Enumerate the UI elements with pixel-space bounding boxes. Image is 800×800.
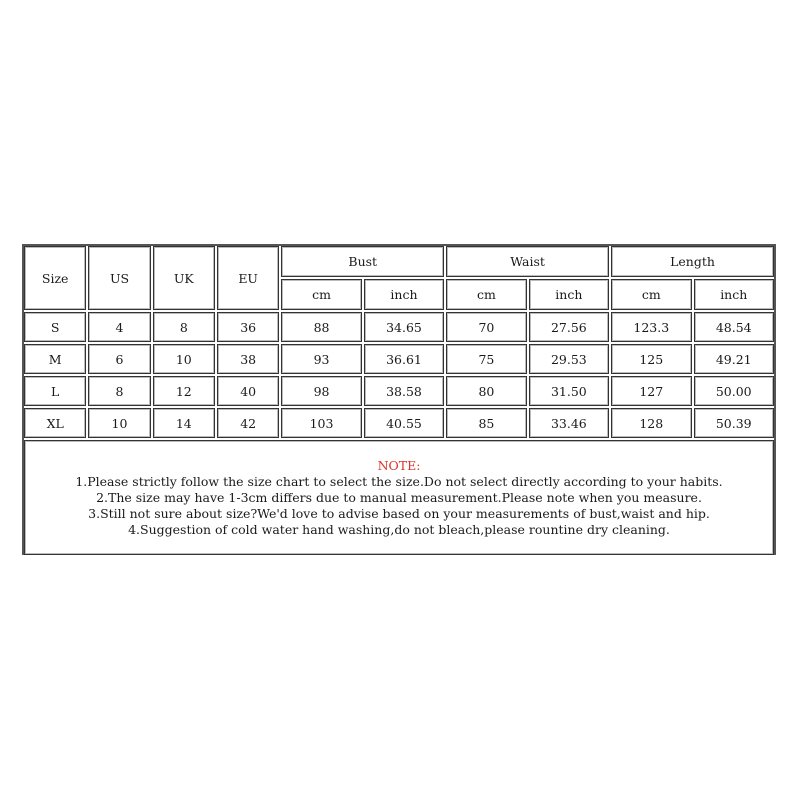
header-length: Length xyxy=(611,246,774,277)
cell-waist-inch: 31.50 xyxy=(529,376,609,406)
header-row-primary xyxy=(24,246,774,277)
cell-bust-cm: 103 xyxy=(281,408,361,438)
cell-uk: 8 xyxy=(153,312,215,342)
cell-eu: 40 xyxy=(217,376,279,406)
cell-bust-inch: 36.61 xyxy=(364,344,444,374)
cell-uk: 12 xyxy=(153,376,215,406)
cell-uk: 14 xyxy=(153,408,215,438)
cell-bust-inch: 38.58 xyxy=(364,376,444,406)
table-row xyxy=(24,408,774,438)
header-waist-cm: cm xyxy=(446,279,526,310)
cell-length-inch: 48.54 xyxy=(694,312,775,342)
cell-length-cm: 125 xyxy=(611,344,691,374)
note-line-1: 1.Please strictly follow the size chart to select the size.Do not select directly according to your habits. xyxy=(75,473,723,489)
size-chart-table xyxy=(22,244,776,557)
cell-waist-inch: 27.56 xyxy=(529,312,609,342)
cell-eu: 42 xyxy=(217,408,279,438)
cell-length-cm: 127 xyxy=(611,376,691,406)
header-eu: EU xyxy=(217,246,279,310)
cell-bust-inch: 34.65 xyxy=(364,312,444,342)
cell-length-cm: 128 xyxy=(611,408,691,438)
cell-length-inch: 50.39 xyxy=(694,408,775,438)
cell-bust-cm: 88 xyxy=(281,312,361,342)
header-waist: Waist xyxy=(446,246,609,277)
cell-waist-cm: 85 xyxy=(446,408,526,438)
header-us: US xyxy=(88,246,150,310)
cell-length-inch: 50.00 xyxy=(694,376,775,406)
cell-size: M xyxy=(24,344,86,374)
cell-us: 10 xyxy=(88,408,150,438)
note-row xyxy=(24,440,774,555)
note-line-2: 2.The size may have 1-3cm differs due to manual measurement.Please note when you measure. xyxy=(96,489,702,505)
header-uk: UK xyxy=(153,246,215,310)
note-box xyxy=(24,440,774,555)
cell-waist-cm: 80 xyxy=(446,376,526,406)
cell-length-inch: 49.21 xyxy=(694,344,775,374)
header-bust-inch: inch xyxy=(364,279,444,310)
cell-waist-inch: 33.46 xyxy=(529,408,609,438)
cell-bust-cm: 93 xyxy=(281,344,361,374)
cell-us: 4 xyxy=(88,312,150,342)
note-line-4: 4.Suggestion of cold water hand washing,do not bleach,please rountine dry cleaning. xyxy=(128,521,670,537)
cell-length-cm: 123.3 xyxy=(611,312,691,342)
cell-eu: 38 xyxy=(217,344,279,374)
cell-eu: 36 xyxy=(217,312,279,342)
header-length-inch: inch xyxy=(694,279,775,310)
table-row xyxy=(24,344,774,374)
cell-size: S xyxy=(24,312,86,342)
cell-bust-cm: 98 xyxy=(281,376,361,406)
note-title: NOTE: xyxy=(377,457,421,473)
cell-bust-inch: 40.55 xyxy=(364,408,444,438)
cell-waist-cm: 75 xyxy=(446,344,526,374)
header-bust-cm: cm xyxy=(281,279,361,310)
table-row xyxy=(24,376,774,406)
header-length-cm: cm xyxy=(611,279,691,310)
cell-us: 8 xyxy=(88,376,150,406)
note-line-3: 3.Still not sure about size?We'd love to advise based on your measurements of bust,waist and hip. xyxy=(88,505,710,521)
header-waist-inch: inch xyxy=(529,279,609,310)
cell-size: L xyxy=(24,376,86,406)
cell-waist-inch: 29.53 xyxy=(529,344,609,374)
cell-waist-cm: 70 xyxy=(446,312,526,342)
header-size: Size xyxy=(24,246,86,310)
cell-uk: 10 xyxy=(153,344,215,374)
header-bust: Bust xyxy=(281,246,444,277)
cell-us: 6 xyxy=(88,344,150,374)
cell-size: XL xyxy=(24,408,86,438)
table-row xyxy=(24,312,774,342)
